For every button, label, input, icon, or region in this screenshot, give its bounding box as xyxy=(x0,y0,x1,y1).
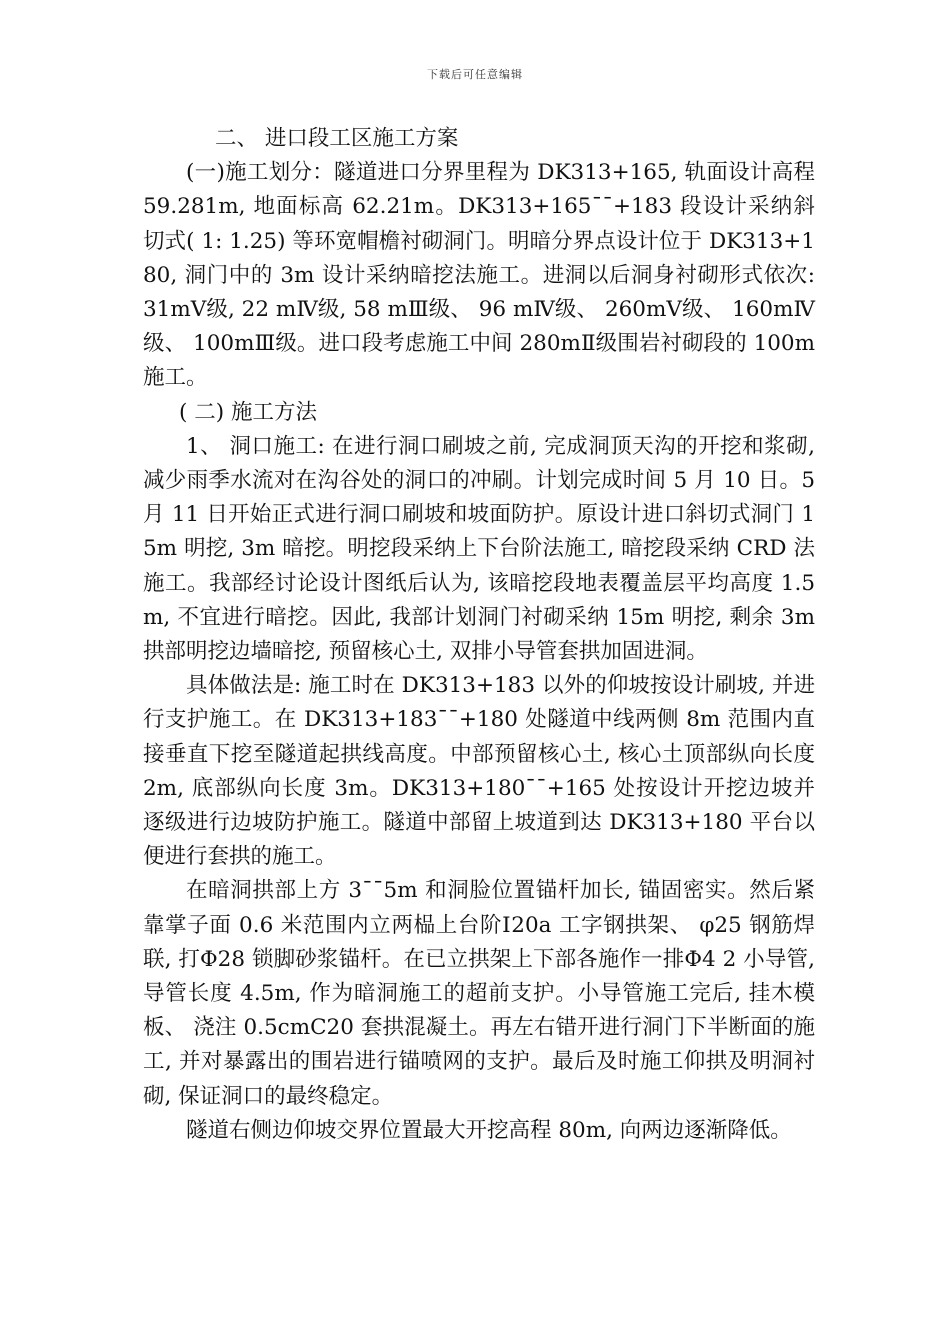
page-header: 下载后可任意编辑 xyxy=(427,68,523,81)
paragraph-portal-construction: 1、 洞口施工: 在进行洞口刷坡之前, 完成洞顶天沟的开挖和浆砌, 减少雨季水流对在沟谷处的洞口的冲刷。计划完成时间 5 月 10 日。5 月 11 日开始正式进行洞口刷坡和坡面防护。原设计进口斜切式洞门 15m 明挖, 3m 暗挖。明挖段采纳上下台阶法施工, 暗挖段采纳 CRD 法施工。我部经讨论设计图纸后认为, 该暗挖段地表覆盖层平均高度 1.5m, 不宜进行暗挖。因此, 我部计划洞门衬砌采纳 15m 明挖, 剩余 3m 拱部明挖边墙暗挖, 预留核心土, 双排小导管套拱加固进洞。 xyxy=(143,433,815,665)
section-title: 二、 进口段工区施工方案 xyxy=(215,126,459,151)
document-body xyxy=(143,122,815,1148)
subheading-method: ( 二) 施工方法 xyxy=(179,399,317,425)
paragraph-arch-support: 在暗洞拱部上方 3¯¯5m 和洞脸位置锚杆加长, 锚固密实。然后紧靠掌子面 0.6 米范围内立两榀上台阶Ⅰ20a 工字钢拱架、 φ25 钢筋焊联, 打Φ28 锁脚砂浆锚杆。在已立拱架上下部各施作一排Φ4 2 小导管, 导管长度 4.5m, 作为暗洞施工的超前支护。小导管施工完后, 挂木模板、 浇注 0.5cmC20 套拱混凝土。再左右错开进行洞门下半断面的施工, 并对暴露出的围岩进行锚喷网的支护。最后及时施工仰拱及明洞衬砌, 保证洞口的最终稳定。 xyxy=(143,878,815,1109)
paragraph-specific-method: 具体做法是: 施工时在 DK313+183 以外的仰坡按设计刷坡, 并进行支护施工。在 DK313+183¯¯+180 处隧道中线两侧 8m 范围内直接垂直下挖至隧道起拱线高度。中部预留核心土, 核心土顶部纵向长度 2m, 底部纵向长度 3m。DK313+180¯¯+165 处按设计开挖边坡并逐级进行边坡防护施工。隧道中部留上坡道到达 DK313+180 平台以便进行套拱的施工。 xyxy=(143,673,815,870)
paragraph-division: (一)施工划分：隧道进口分界里程为 DK313+165, 轨面设计高程 59.281m, 地面标高 62.21m。DK313+165¯¯+183 段设计采纳斜切式( 1: 1.25) 等环宽帽檐衬砌洞门。明暗分界点设计位于 DK313+180, 洞门中的 3m 设计采纳暗挖法施工。进洞以后洞身衬砌形式依次: 31mⅤ级, 22 mⅣ级, 58 mⅢ级、 96 mⅣ级、 260mⅤ级、 160mⅣ级、 100mⅢ级。进口段考虑施工中间 280mⅡ级围岩衬砌段的 100m 施工。 xyxy=(143,160,815,391)
paragraph-slope-elevation: 隧道右侧边仰坡交界位置最大开挖高程 80m, 向两边逐渐降低。 xyxy=(186,1117,792,1143)
